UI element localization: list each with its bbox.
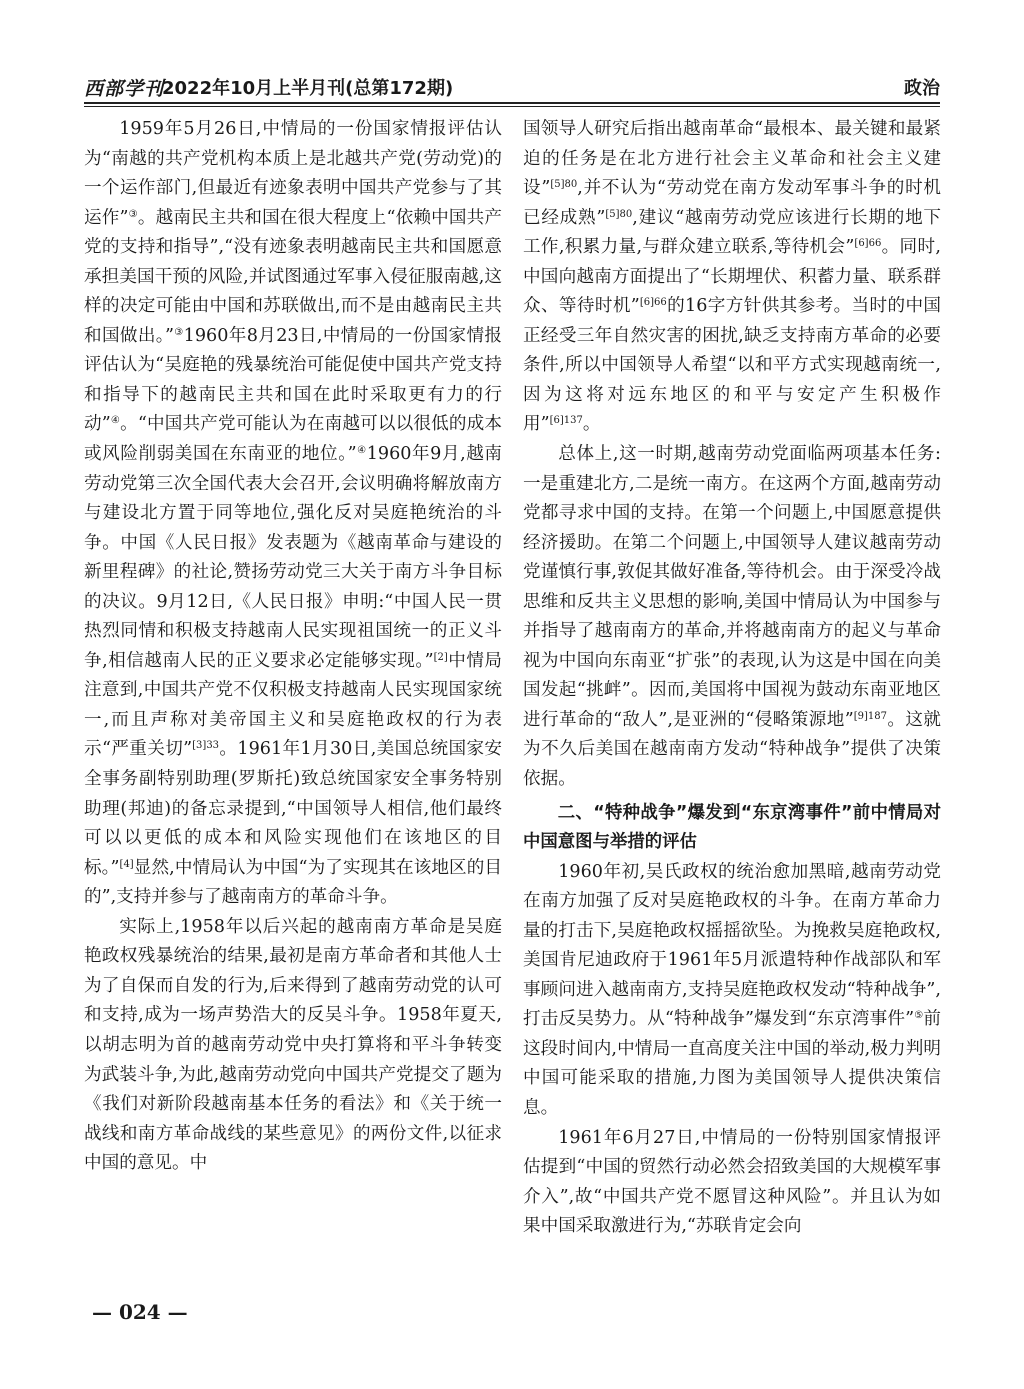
text-run: 。同时,中国向越南方面提出了“长期埋伏、积蓄力量、联系群众、等待时机” [523,237,941,317]
citation-mark: [6]66 [639,297,667,309]
text-run: 1959年5月26日,中情局的一份国家情报评估认为“南越的共产党机构本质上是北越共产党(劳动党)的一个运作部门,但最近有迹象表明中国共产党参与了其运作” [84,119,502,228]
citation-mark: ⑤ [914,1010,924,1022]
text-run: 国领导人研究后指出越南革命“最根本、最关键和最紧迫的任务是在北方进行社会主义革命和社会主义建设” [523,119,941,199]
citation-mark: [5]80 [605,208,633,220]
text-run: 1960年8月23日,中情局的一份国家情报评估认为“吴庭艳的残暴统治可能促使中国共产党支持和指导下的越南民主共和国在此时采取更有力的行动” [84,325,502,435]
citation-mark: ③ [173,326,184,338]
text-run: 实际上,1958年以后兴起的越南南方革命是吴庭艳政权残暴统治的结果,最初是南方革命者和其他人士为了自保而自发的行为,后来得到了越南劳动党的认可和支持,成为一场声势浩大的反吴斗争。1958年夏天,以胡志明为首的越南劳动党中央打算将和平斗争转变为武装斗争,为此,越南劳动党向中国共产党提交了题为《我们对新阶段越南基本任务的看法》和《关于统一战线和南方革命战线的某些意见》的两份文件,以征求中国的意见。中 [84,916,502,1174]
text-run: 的16字方针供其参考。当时的中国正经受三年自然灾害的困扰,缺乏支持南方革命的必要条件,所以中国领导人希望“以和平方式实现越南统一,因为这将对远东地区的和平与安定产生积极作用” [523,296,941,435]
text-run: 总体上,这一时期,越南劳动党面临两项基本任务:一是重建北方,二是统一南方。在这两个方面,越南劳动党都寻求中国的支持。在第一个问题上,中国愿意提供经济援助。在第二个问题上,中国领导人建议越南劳动党谨慎行事,敦促其做好准备,等待机会。由于深受冷战思维和反共主义思想的影响,美国中情局认为中国参与并指导了越南南方的革命,并将越南南方的起义与革命视为中国向东南亚“扩张”的表现,认为这是中国在向美国发起“挑衅”。因而,美国将中国视为鼓动东南亚地区进行革命的“敌人”,是亚洲的“侵略策源地” [523,444,941,730]
citation-mark: ④ [110,415,121,427]
paragraph [523,1124,941,1242]
paragraph [84,913,502,1179]
header-rule [84,102,940,104]
citation-mark: [9]187 [853,710,887,722]
text-run: 前这段时间内,中情局一直高度关注中国的举动,极力判明中国可能采取的措施,力图为美国领导人提供决策信息。 [523,1009,941,1118]
text-run: 。“中国共产党可能认为在南越可以以很低的成本或风险削弱美国在东南亚的地位。” [84,414,502,465]
citation-mark: [3]33 [192,740,220,752]
header-rule-thin [84,106,940,107]
page-number: — 024 — [92,1300,188,1324]
section-heading: 二、“特种战争”爆发到“东京湾事件”前中情局对中国意图与举措的评估 [523,802,941,853]
text-run: 1960年9月,越南劳动党第三次全国代表大会召开,会议明确将解放南方与建设北方置于同等地位,强化反对吴庭艳统治的斗争。中国《人民日报》发表题为《越南革命与建设的新里程碑》的社论,赞扬劳动党三大关于南方斗争目标的决议。9月12日,《人民日报》申明:“中国人民一贯热烈同情和积极支持越南人民实现祖国统一的正义斗争,相信越南人民的正义要求必定能够实现。” [84,444,502,671]
paragraph [523,440,941,795]
text-run: 中情局注意到,中国共产党不仅积极支持越南人民实现国家统一,而且声称对美帝国主义和吴庭艳政权的行为表示“严重关切” [84,650,502,760]
paragraph [84,115,502,913]
text-run: 显然,中情局认为中国“为了实现其在该地区的目的”,支持并参与了越南南方的革命斗争。 [84,857,502,908]
text-run: 。1961年1月30日,美国总统国家安全事务副特别助理(罗斯托)致总统国家安全事务特别助理(邦迪)的备忘录提到,“中国领导人相信,他们最终可以以更低的成本和风险实现他们在该地区的目标。” [84,739,502,878]
citation-mark: [4] [119,858,134,870]
text-run: 。 [582,414,601,435]
citation-mark: [2] [433,651,448,663]
left-column [84,115,502,1315]
text-run: 1960年初,吴氏政权的统治愈加黑暗,越南劳动党在南方加强了反对吴庭艳政权的斗争。在南方革命力量的打击下,吴庭艳政权摇摇欲坠。为挽救吴庭艳政权,美国肯尼迪政府于1961年5月派遣特种作战部队和军事顾问进入越南南方,支持吴庭艳政权发动“特种战争”,打击反吴势力。从“特种战争”爆发到“东京湾事件” [523,861,941,1030]
text-run: ,并不认为“劳动党在南方发动军事斗争的时机已经成熟” [523,178,941,228]
citation-mark: ③ [128,208,138,220]
right-column [523,115,941,1315]
paragraph [523,858,941,1124]
citation-mark: [6]137 [549,415,583,427]
citation-mark: ④ [356,445,367,457]
paragraph [523,115,941,440]
journal-logo: 西部学刊 [84,78,165,100]
citation-mark: [5]80 [550,179,578,191]
text-run: 。这就为不久后美国在越南南方发动“特种战争”提供了决策依据。 [523,709,941,790]
issue-info: 2022年10月上半月刊(总第172期) [162,78,454,99]
running-header [84,72,940,102]
text-run: ,建议“越南劳动党应该进行长期的地下工作,积累力量,与群众建立联系,等待机会” [523,207,941,258]
text-run: 1961年6月27日,中情局的一份特别国家情报评估提到“中国的贸然行动必然会招致美国的大规模军事介入”,故“中国共产党不愿冒这种风险”。并且认为如果中国采取激进行为,“苏联肯定会向 [523,1127,941,1237]
section-label: 政治 [904,78,940,99]
text-run: 。越南民主共和国在很大程度上“依赖中国共产党的支持和指导”,“没有迹象表明越南民主共和国愿意承担美国干预的风险,并试图通过军事入侵征服南越,这样的决定可能由中国和苏联做出,而不是由越南民主共和国做出。” [84,207,502,346]
citation-mark: [6]66 [854,238,882,250]
